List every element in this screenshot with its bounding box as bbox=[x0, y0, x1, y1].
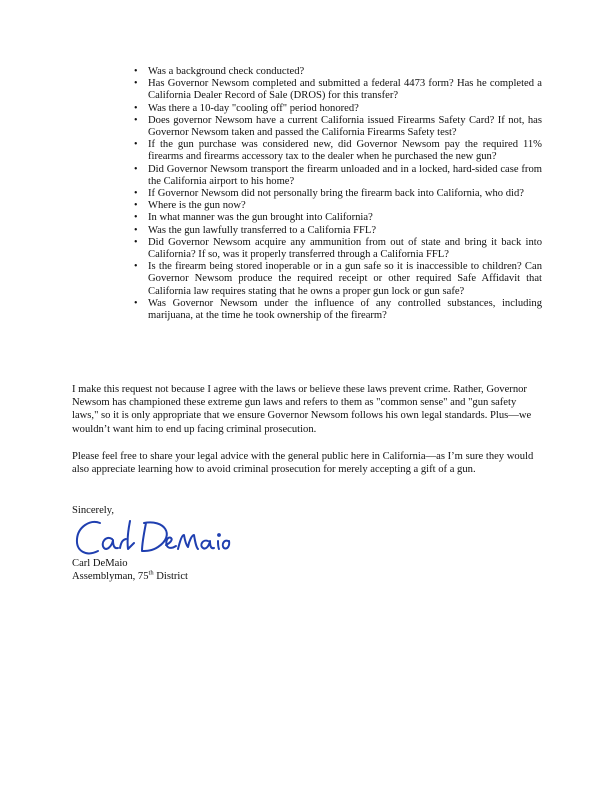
list-item: • If Governor Newsom did not personally bring the firearm back into California, who did? bbox=[148, 188, 542, 200]
question-list bbox=[148, 66, 542, 322]
list-item: • Did Governor Newsom acquire any ammunition from out of state and bring it back into California? If so, was it properly transferred through a California FFL? bbox=[148, 237, 542, 261]
request-paragraph: I make this request not because I agree with the laws or believe these laws prevent crime. Rather, Governor Newsom has championed these extreme gun laws and refers to them as "common sense" and "gun safety laws," so it is only appropriate that we ensure Governor Newsom follows his own legal standards. Plus—we wouldn’t want him to end up facing criminal prosecution. bbox=[72, 384, 532, 435]
signer-title-suffix: District bbox=[153, 571, 189, 582]
list-item: • If the gun purchase was considered new, did Governor Newsom pay the required 11% firearms and firearms accessory tax to the dealer when he purchased the new gun? bbox=[148, 139, 542, 163]
list-item: • Is the firearm being stored inoperable or in a gun safe so it is inaccessible to children? Can Governor Newsom produce the required receipt or other required Safe Affidavit that California law requires stating that he owns a proper gun lock or gun safe? bbox=[148, 261, 542, 298]
handwritten-signature bbox=[72, 513, 232, 563]
list-item: • In what manner was the gun brought into California? bbox=[148, 212, 542, 224]
signer-title-text: Assemblyman, 75 bbox=[72, 571, 149, 582]
list-item: • Was the gun lawfully transferred to a California FFL? bbox=[148, 225, 542, 237]
list-item: • Where is the gun now? bbox=[148, 200, 542, 212]
signer-name: Carl DeMaio bbox=[72, 558, 128, 569]
signer-title bbox=[72, 570, 188, 583]
list-item: • Was a background check conducted? bbox=[148, 66, 542, 78]
list-item: • Has Governor Newsom completed and submitted a federal 4473 form? Has he completed a California Dealer Record of Sale (DROS) for this transfer? bbox=[148, 78, 542, 102]
share-paragraph: Please feel free to share your legal advice with the general public here in California—as I’m sure they would also appreciate learning how to avoid criminal prosecution for merely accepting a gift of a gun. bbox=[72, 451, 534, 476]
list-item: • Was Governor Newsom under the influence of any controlled substances, including marijuana, at the time he took ownership of the firearm? bbox=[148, 298, 542, 322]
list-item: • Did Governor Newsom transport the firearm unloaded and in a locked, hard-sided case from the California airport to his home? bbox=[148, 164, 542, 188]
signer-title-superscript: th bbox=[148, 569, 154, 577]
list-item: • Does governor Newsom have a current California issued Firearms Safety Card? If not, has Governor Newsom taken and passed the California Firearms Safety test? bbox=[148, 115, 542, 139]
list-item: • Was there a 10-day "cooling off" period honored? bbox=[148, 103, 542, 115]
salutation: Sincerely, bbox=[72, 505, 114, 516]
